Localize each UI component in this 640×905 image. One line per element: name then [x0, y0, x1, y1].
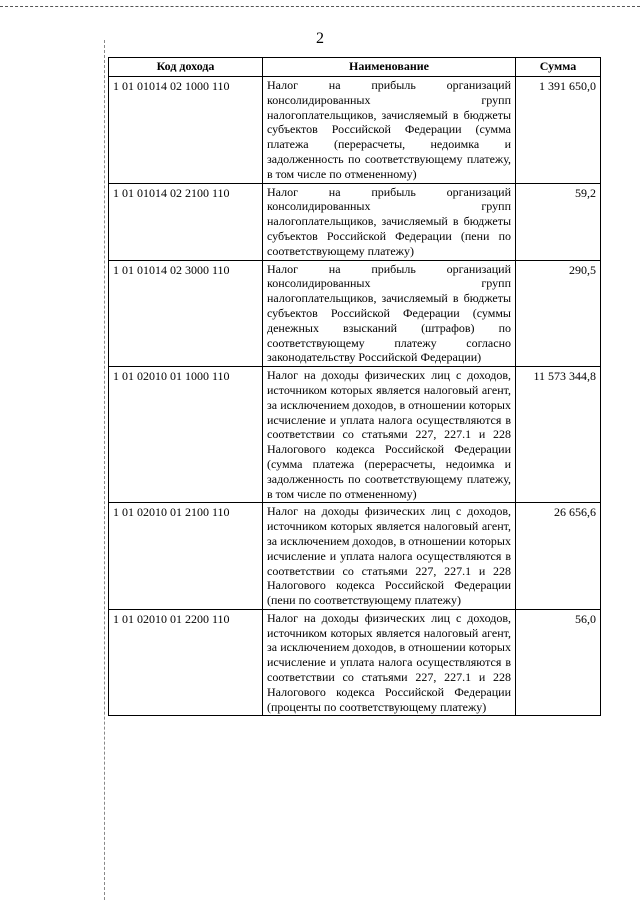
header-code: Код дохода [109, 58, 263, 77]
income-sum: 56,0 [516, 609, 601, 716]
table-row [109, 77, 601, 184]
income-sum: 290,5 [516, 260, 601, 367]
income-name: Налог на доходы физических лиц с доходов, источником которых является налоговый агент, за исключением доходов, в отношении которых исчисление и уплата налога осуществляются в соответствии со статьями 227, 227.1 и 228 Налогового кодекса Российской Федерации (проценты по соответствующему платежу) [263, 609, 516, 716]
income-code: 1 01 01014 02 2100 110 [109, 183, 263, 260]
income-code: 1 01 02010 01 2100 110 [109, 503, 263, 610]
revenue-table [108, 57, 601, 716]
top-scan-edge [0, 6, 640, 7]
header-sum: Сумма [516, 58, 601, 77]
table-row [109, 609, 601, 716]
left-scan-edge [104, 40, 105, 900]
income-name: Налог на прибыль организаций консолидированных групп налогоплательщиков, зачисляемый в бюджеты субъектов Российской Федерации (сумма платежа (перерасчеты, недоимка и задолженность по соответствующему платежу, в том числе по отмененному) [263, 77, 516, 184]
table-header-row [109, 58, 601, 77]
income-sum: 59,2 [516, 183, 601, 260]
income-sum: 1 391 650,0 [516, 77, 601, 184]
table-row [109, 260, 601, 367]
income-name: Налог на доходы физических лиц с доходов, источником которых является налоговый агент, за исключением доходов, в отношении которых исчисление и уплата налога осуществляются в соответствии со статьями 227, 227.1 и 228 Налогового кодекса Российской Федерации (сумма платежа (перерасчеты, недоимка и задолженность по соответствующему платежу, в том числе по отмененному) [263, 367, 516, 503]
header-name: Наименование [263, 58, 516, 77]
income-code: 1 01 01014 02 3000 110 [109, 260, 263, 367]
table-row [109, 367, 601, 503]
page-number: 2 [316, 30, 324, 47]
income-sum: 26 656,6 [516, 503, 601, 610]
income-name: Налог на прибыль организаций консолидированных групп налогоплательщиков, зачисляемый в бюджеты субъектов Российской Федерации (пени по соответствующему платежу) [263, 183, 516, 260]
income-name: Налог на доходы физических лиц с доходов, источником которых является налоговый агент, за исключением доходов, в отношении которых исчисление и уплата налога осуществляются в соответствии со статьями 227, 227.1 и 228 Налогового кодекса Российской Федерации (пени по соответствующему платежу) [263, 503, 516, 610]
income-code: 1 01 01014 02 1000 110 [109, 77, 263, 184]
income-sum: 11 573 344,8 [516, 367, 601, 503]
table-row [109, 183, 601, 260]
income-name: Налог на прибыль организаций консолидированных групп налогоплательщиков, зачисляемый в бюджеты субъектов Российской Федерации (суммы денежных взысканий (штрафов) по соответствующему платежу согласно законодательству Российской Федерации) [263, 260, 516, 367]
income-code: 1 01 02010 01 1000 110 [109, 367, 263, 503]
income-code: 1 01 02010 01 2200 110 [109, 609, 263, 716]
table-row [109, 503, 601, 610]
